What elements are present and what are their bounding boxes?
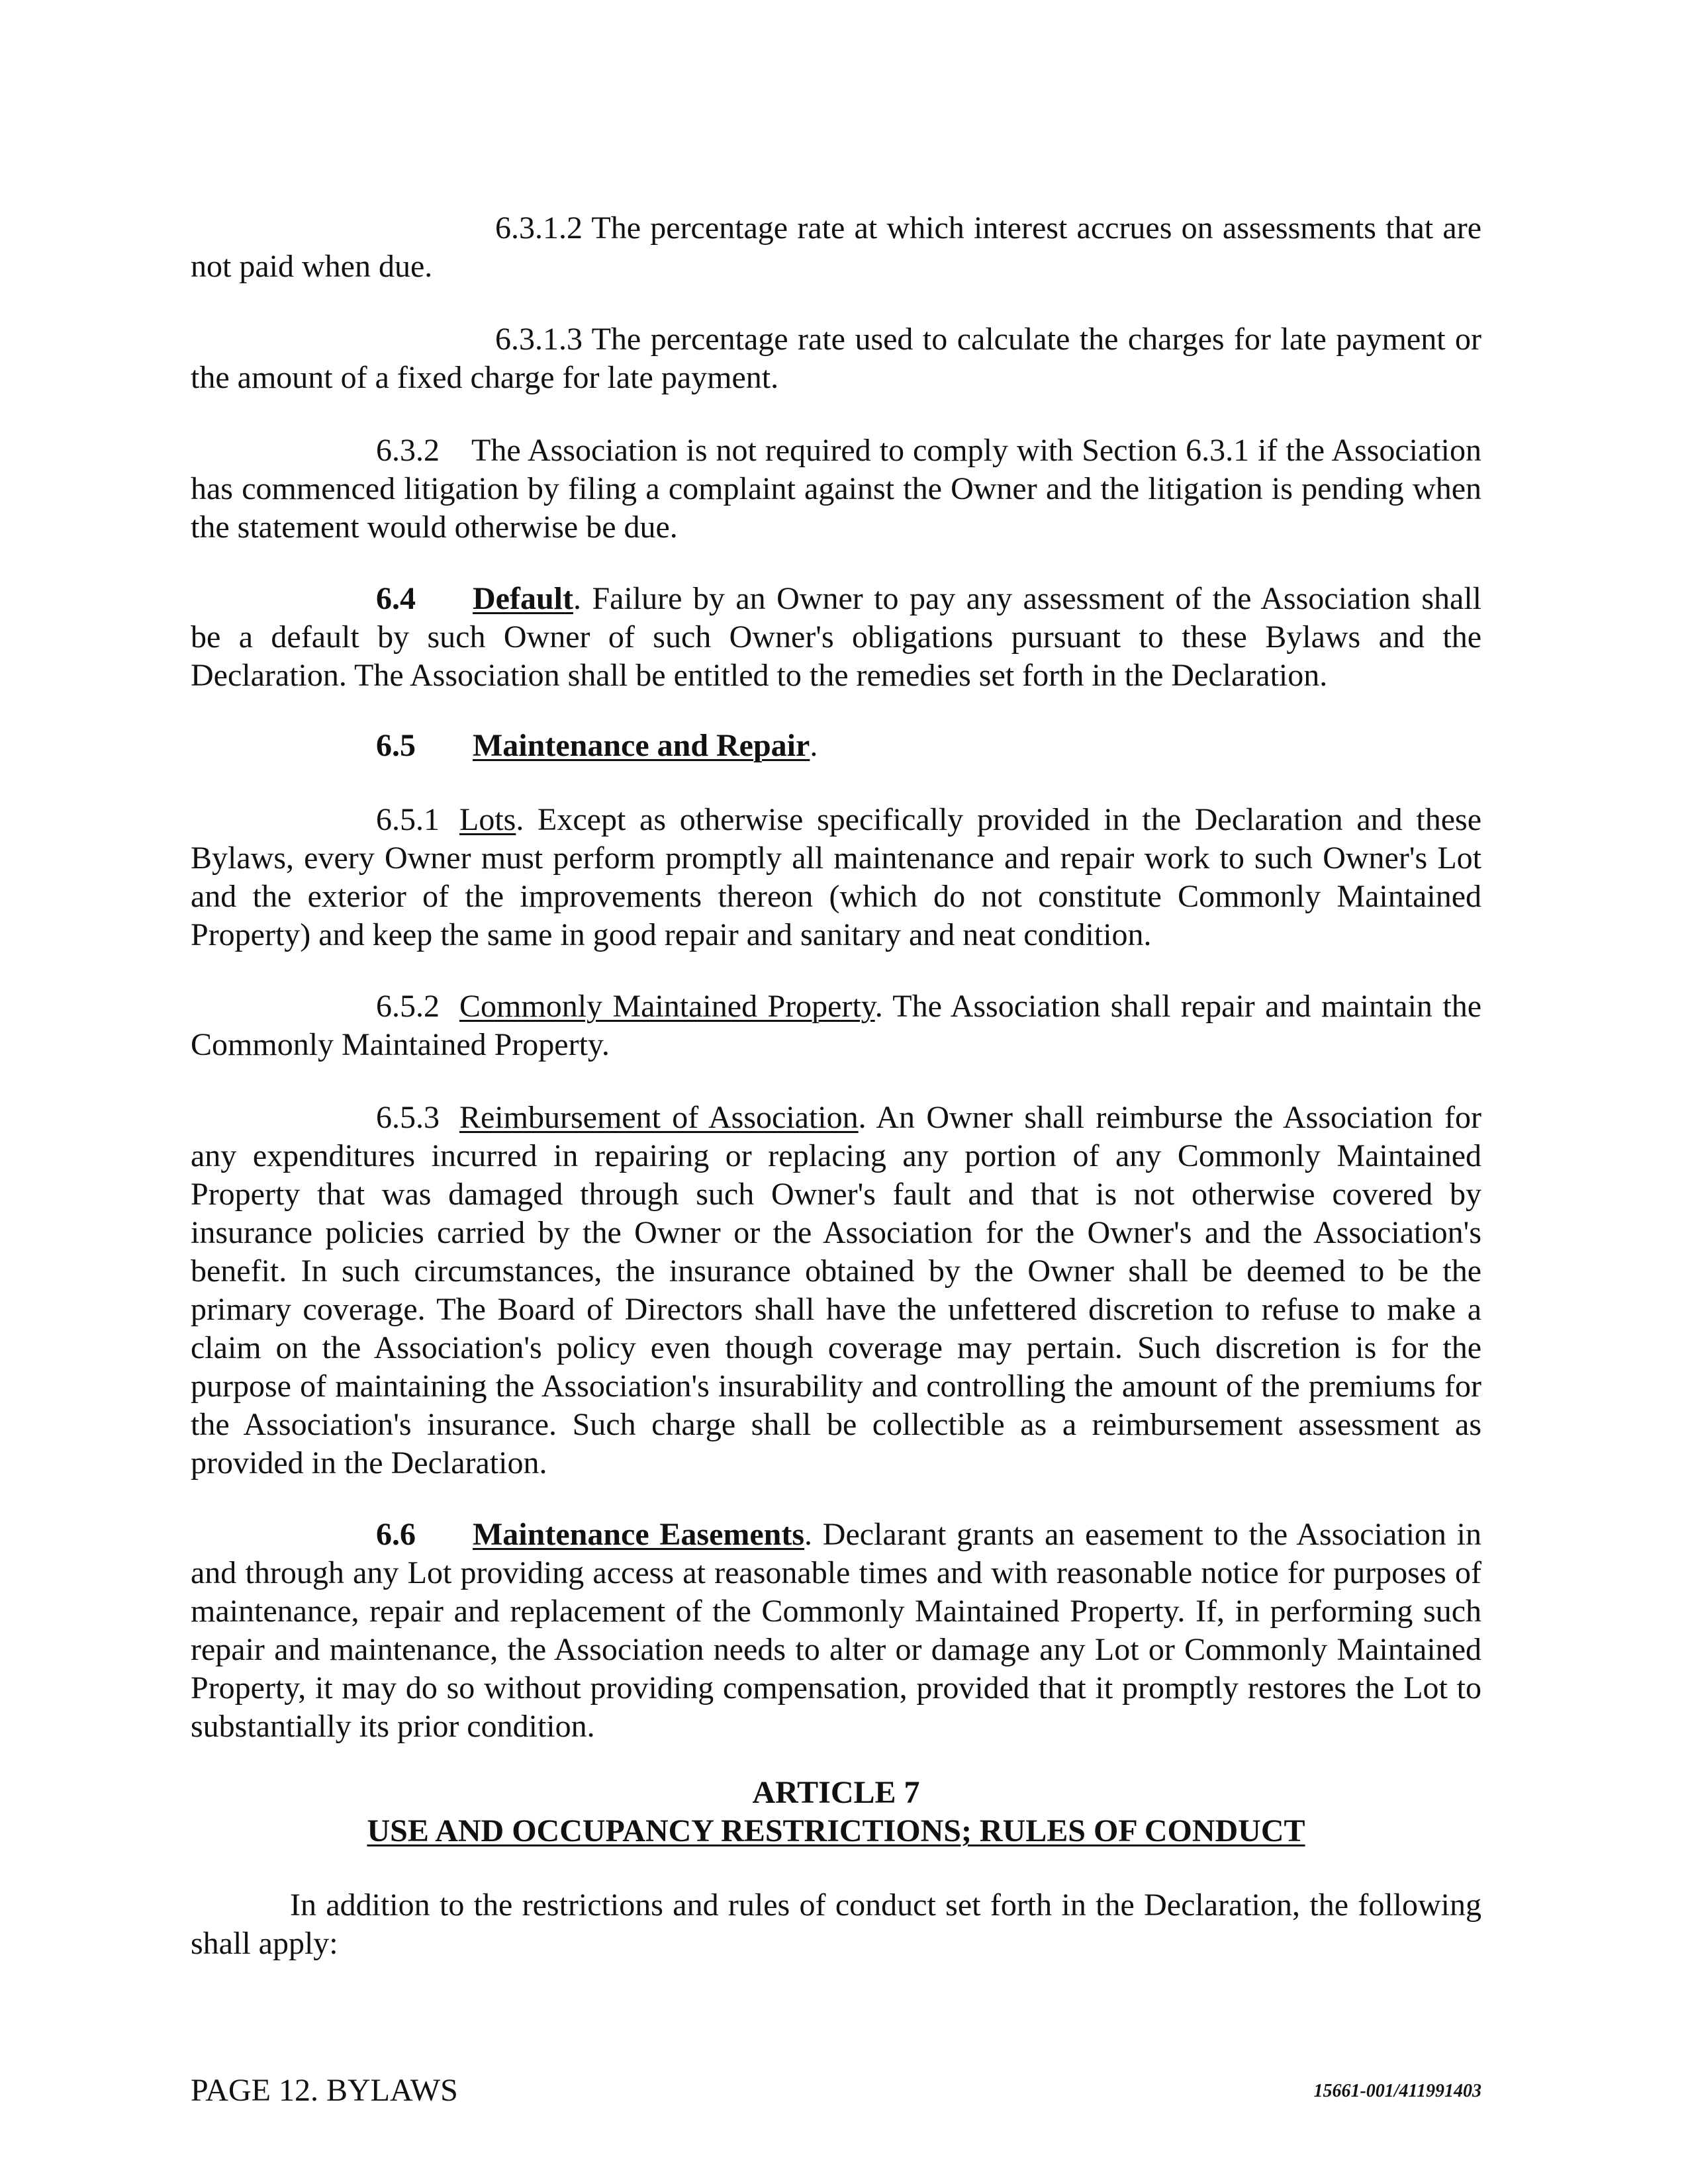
section-number: 6.5 [376,728,416,763]
section-title: Lots [459,802,516,837]
section-number: 6.5.2 [376,989,440,1024]
section-6-5-heading [191,727,1481,765]
section-6-6 [191,1516,1481,1746]
section-text: . Failure by an Owner to pay any assessment of the Association shall be a default by such Owner of such Owner's obligations pursuant to these Bylaws and the Declaration. The Association shall be entitled to the remedies set forth in the Declaration. [191,581,1481,693]
section-title: Reimbursement of Association [459,1100,859,1135]
section-text: The percentage rate used to calculate the charges for late payment or the amount of a fixed charge for late payment. [191,322,1481,395]
section-6-3-1-3 [191,320,1481,397]
section-text: . The Association shall repair and maintain the Commonly Maintained Property. [191,989,1482,1062]
article-7-label: ARTICLE 7 [752,1775,920,1810]
section-number: 6.5.3 [376,1100,440,1135]
section-number: 6.3.1.2 [495,210,583,246]
section-6-4 [191,580,1481,695]
page-footer-label: PAGE 12. BYLAWS [191,2073,458,2108]
section-text: . An Owner shall reimburse the Association for any expenditures incurred in repairing or replacing any portion of any Commonly Maintained Property that was damaged through such Owner's fault and that is not otherwise covered by insurance policies carried by the Owner or the Association for the Owner's and the Association's benefit. In such circumstances, the insurance obtained by the Owner shall be deemed to be the primary coverage. The Board of Directors shall have the unfettered discretion to refuse to make a claim on the Association's policy even though coverage may pertain. Such discretion is for the purpose of maintaining the Association's insurability and controlling the amount of the premiums for the Association's insurance. Such charge shall be collectible as a reimbursement assessment as provided in the Declaration. [191,1100,1481,1480]
section-6-3-1-2 [191,209,1481,286]
section-number: 6.6 [376,1517,416,1552]
section-text: The Association is not required to comply with Section 6.3.1 if the Association has commenced litigation by filing a complaint against the Owner and the litigation is pending when the statement would otherwise be due. [191,433,1481,545]
section-text: The percentage rate at which interest accrues on assessments that are not paid when due. [191,210,1481,284]
document-number: 15661-001/411991403 [1313,2081,1481,2101]
section-6-5-3 [191,1099,1481,1482]
section-title: Maintenance and Repair [473,728,810,763]
section-number: 6.5.1 [376,802,440,837]
article-7-title [191,1812,1481,1850]
section-6-5-2 [191,987,1481,1064]
section-title: Maintenance Easements [473,1517,805,1552]
article-7-intro: In addition to the restrictions and rules of conduct set forth in the Declaration, the following shall apply: [191,1888,1481,1961]
section-6-3-2 [191,432,1481,547]
section-6-5-1 [191,801,1481,954]
section-title: Default [473,581,573,616]
section-title-period: . [810,728,818,763]
section-number: 6.3.1.3 [495,322,583,357]
section-number: 6.3.2 [376,433,440,468]
section-text: . Except as otherwise specifically provided in the Declaration and these Bylaws, every Owner must perform promptly all maintenance and repair work to such Owner's Lot and the exterior of the improvements thereon (which do not constitute Commonly Maintained Property) and keep the same in good repair and sanitary and neat condition. [191,802,1481,952]
section-title: Commonly Maintained Property [459,989,875,1024]
article-7-title-text: USE AND OCCUPANCY RESTRICTIONS; RULES OF CONDUCT [367,1813,1305,1848]
section-number: 6.4 [376,581,416,616]
section-text: . Declarant grants an easement to the Association in and through any Lot providing access at reasonable times and with reasonable notice for purposes of maintenance, repair and replacement of the Commonly Maintained Property. If, in performing such repair and maintenance, the Association needs to alter or damage any Lot or Commonly Maintained Property, it may do so without providing compensation, provided that it promptly restores the Lot to substantially its prior condition. [191,1517,1481,1744]
